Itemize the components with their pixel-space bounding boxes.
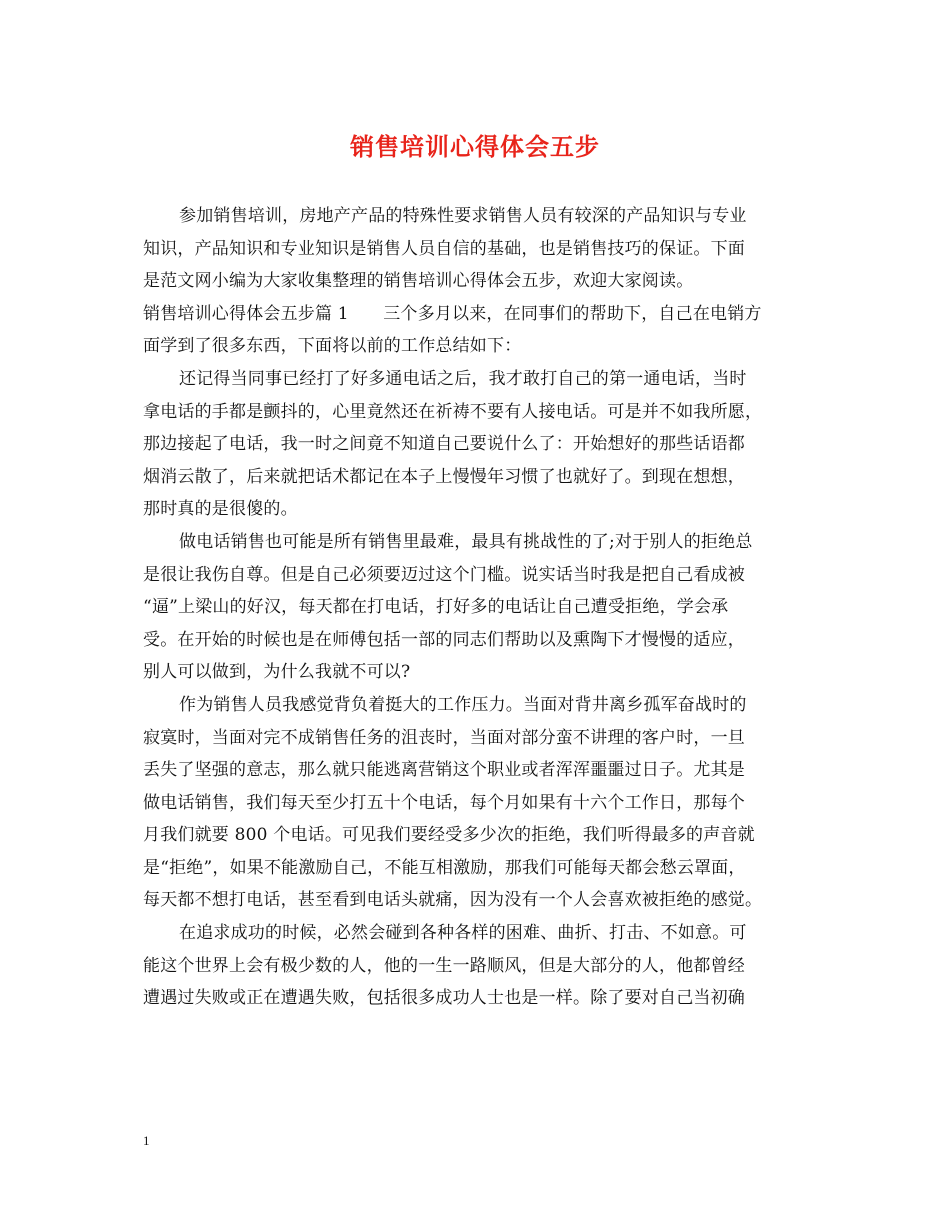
- page-number: 1: [143, 1133, 150, 1148]
- text-line: 烟消云散了，后来就把话术都记在本子上慢慢年习惯了也就好了。到现在想想，: [143, 466, 745, 487]
- text-line: 遭遇过失败或正在遭遇失败，包括很多成功人士也是一样。除了要对自己当初确: [143, 988, 745, 1009]
- text-line: 别人可以做到，为什么我就不可以?: [143, 662, 411, 683]
- text-line: 能这个世界上会有极少数的人，他的一生一路顺风，但是大部分的人，他都曾经: [143, 955, 745, 976]
- text-line: 那边接起了电话，我一时之间竟不知道自己要说什么了：开始想好的那些话语都: [143, 434, 745, 455]
- text-line: 丢失了坚强的意志，那么就只能逃离营销这个职业或者浑浑噩噩过日子。尤其是: [143, 760, 745, 781]
- text-line: 在追求成功的时候，必然会碰到各种各样的困难、曲折、打击、不如意。可: [179, 923, 747, 944]
- text-line: 做电话销售也可能是所有销售里最难，最具有挑战性的了;对于别人的拒绝总: [179, 531, 753, 552]
- text-line: 每天都不想打电话，甚至看到电话头就痛，因为没有一个人会喜欢被拒绝的感觉。: [143, 890, 763, 911]
- text-line: 参加销售培训，房地产产品的特殊性要求销售人员有较深的产品知识与专业: [179, 206, 747, 226]
- text-line: 寂寞时，当面对完不成销售任务的沮丧时，当面对部分蛮不讲理的客户时，一旦: [143, 727, 745, 748]
- text-line: 还记得当同事已经打了好多通电话之后，我才敢打自己的第一通电话，当时: [179, 368, 747, 389]
- text-line: 受。在开始的时候也是在师傅包括一部的同志们帮助以及熏陶下才慢慢的适应，: [143, 629, 745, 650]
- text-line: 是“拒绝”，如果不能激励自己，不能互相激励，那我们可能每天都会愁云罩面，: [143, 857, 746, 878]
- text-line: 知识，产品知识和专业知识是销售人员自信的基础，也是销售技巧的保证。下面: [143, 238, 745, 259]
- text-line: 做电话销售，我们每天至少打五十个电话，每个月如果有十六个工作日，那每个: [143, 792, 745, 813]
- document-title: 销售培训心得体会五步: [350, 132, 600, 161]
- text-line: 作为销售人员我感觉背负着挺大的工作压力。当面对背井离乡孤军奋战时的: [179, 694, 747, 715]
- text-line: 是范文网小编为大家收集整理的销售培训心得体会五步，欢迎大家阅读。: [143, 271, 694, 292]
- text-line: 是很让我伤自尊。但是自己必须要迈过这个门槛。说实话当时我是把自己看成被: [143, 564, 745, 585]
- document-body: [143, 200, 823, 1015]
- text-line: 那时真的是很傻的。: [143, 499, 298, 520]
- text-line: 面学到了很多东西，下面将以前的工作总结如下：: [143, 336, 522, 357]
- text-line: “逼”上梁山的好汉，每天都在打电话，打好多的电话让自己遭受拒绝，学会承: [143, 597, 729, 618]
- text-line: 销售培训心得体会五步篇 1 三个多月以来，在同事们的帮助下，自己在电销方: [143, 303, 762, 324]
- text-line: 月我们就要 800 个电话。可见我们要经受多少次的拒绝，我们听得最多的声音就: [143, 825, 755, 846]
- text-line: 拿电话的手都是颤抖的，心里竟然还在祈祷不要有人接电话。可是并不如我所愿，: [143, 401, 763, 422]
